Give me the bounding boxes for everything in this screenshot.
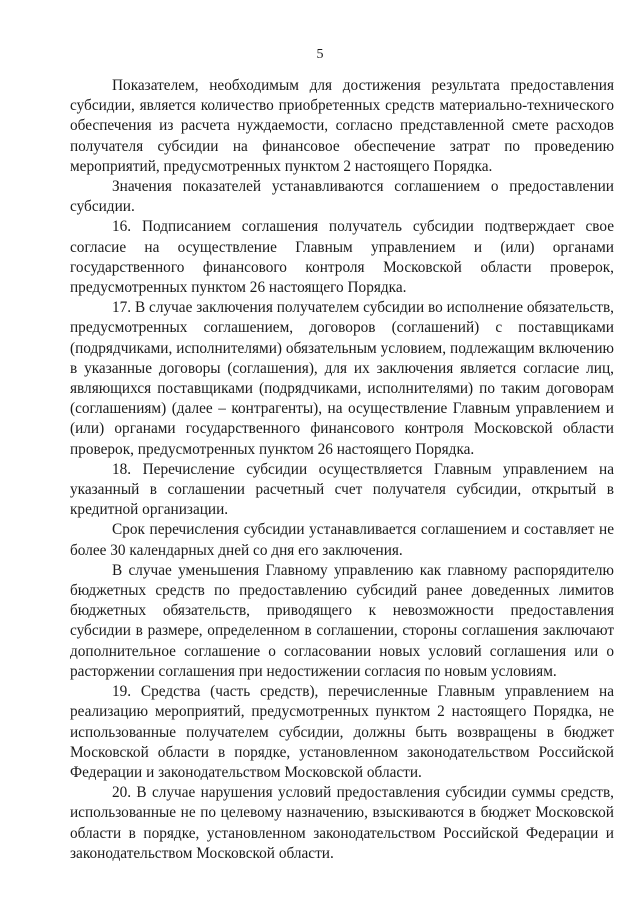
paragraph-19: 19. Средства (часть средств), перечисленные Главным управлением на реализацию мероприятий, предусмотренных пунктом 2 настоящего Порядка, не использованные получателем субсидии, должны быть возвращены в бюджет Московской области в порядке, установленном законодательством Российской Федерации и законодательством Московской области. [70, 683, 614, 781]
paragraph-18: 18. Перечисление субсидии осуществляется Главным управлением на указанный в соглашении расчетный счет получателя субсидии, открытый в кредитной организации. [70, 460, 614, 519]
document-body [70, 76, 614, 864]
paragraph-16: 16. Подписанием соглашения получатель субсидии подтверждает свое согласие на осуществление Главным управлением и (или) органами государственного финансового контроля Московской области проверок, предусмотренных пунктом 26 настоящего Порядка. [70, 218, 614, 297]
paragraph-limits-reduction: В случае уменьшения Главному управлению как главному распорядителю бюджетных средств по предоставлению субсидий ранее доведенных лимитов бюджетных обязательств, приводящего к невозможности предоставления субсидии в размере, определенном в соглашении, стороны соглашения заключают дополнительное соглашение о согласовании новых условий соглашения или о расторжении соглашения при недостижении согласия по новым условиям. [70, 561, 614, 680]
paragraph-17: 17. В случае заключения получателем субсидии во исполнение обязательств, предусмотренных соглашением, договоров (соглашений) с поставщиками (подрядчиками, исполнителями) обязательным условием, подлежащим включению в указанные договоры (соглашения), для их заключения является согласие лиц, являющихся поставщиками (подрядчиками, исполнителями) по таким договорам (соглашениям) (далее – контрагенты), на осуществление Главным управлением и (или) органами государственного финансового контроля Московской области проверок, предусмотренных пунктом 26 настоящего Порядка. [70, 299, 614, 458]
page-number: 5 [316, 47, 324, 62]
paragraph-indicator-values: Значения показателей устанавливаются соглашением о предоставлении субсидии. [70, 178, 614, 216]
paragraph-transfer-term: Срок перечисления субсидии устанавливается соглашением и составляет не более 30 календарных дней со дня его заключения. [70, 521, 614, 559]
paragraph-indicator: Показателем, необходимым для достижения результата предоставления субсидии, является количество приобретенных средств материально-технического обеспечения из расчета нуждаемости, согласно представленной смете расходов получателя субсидии на финансовое обеспечение затрат по проведению мероприятий, предусмотренных пунктом 2 настоящего Порядка. [70, 77, 614, 175]
paragraph-20: 20. В случае нарушения условий предоставления субсидии суммы средств, использованные не по целевому назначению, взыскиваются в бюджет Московской области в порядке, установленном законодательством Российской Федерации и законодательством Московской области. [70, 784, 614, 862]
